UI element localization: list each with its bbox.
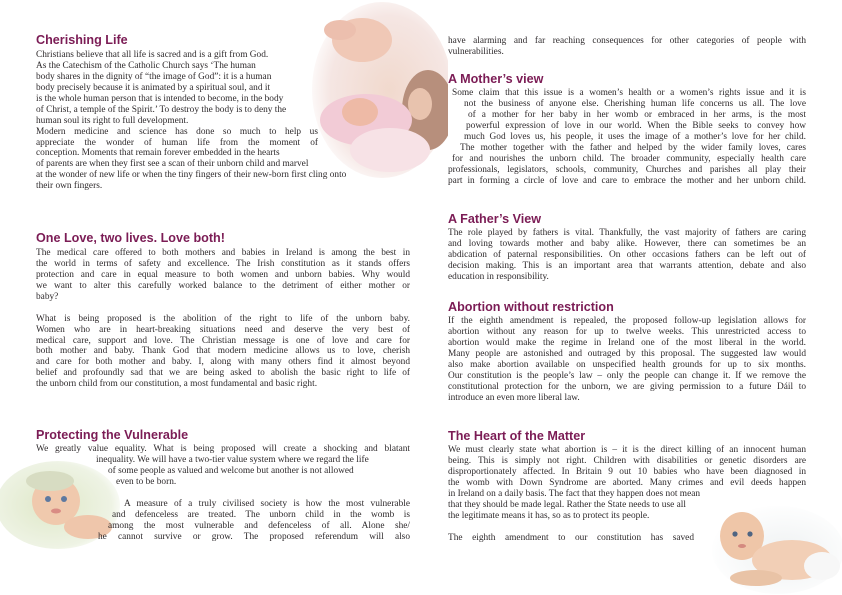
text-line: of Christ, a temple of the Spirit.’ To destroy the body is to deny the <box>36 104 287 115</box>
text-line: The medical care offered to both mothers and babies in Ireland is among the best in <box>36 248 410 258</box>
heading-protecting-the-vulnerable: Protecting the Vulnerable <box>36 428 189 442</box>
heading-a-fathers-view: A Father’s View <box>448 212 542 226</box>
cherishing-life-body <box>36 50 410 192</box>
heading-the-heart-of-the-matter: The Heart of the Matter <box>448 429 586 443</box>
text-line: powerful expression of love in our world. When the Bible seeks to convey how <box>466 120 806 131</box>
text-line: for and nourishes the unborn child. The broader community, especially health care <box>452 153 806 164</box>
text-line: and loving towards mother and baby alike. However, there can sometimes be an <box>448 238 806 249</box>
text-line: inequality. We will have a two-tier value system where we regard the life <box>96 454 369 465</box>
text-line: and care for both mother and baby. I, along with many others find it almost beyond <box>36 357 410 368</box>
text-line: abdication of paternal responsibilities. On other occasions fathers can be left out of <box>448 249 806 260</box>
text-line: appreciate the wonder of human life from the moment of <box>36 137 318 148</box>
text-line: We must clearly state what abortion is – it is the direct killing of an innocent human <box>448 445 806 455</box>
text-line: belief and profoundly sad that we are being asked to abolish the basic right to life of <box>36 368 410 379</box>
text-line: Christians believe that all life is sacred and is a gift from God. <box>36 50 269 60</box>
text-line: that they should be made legal. Rather the State needs to use all <box>448 499 686 510</box>
text-line: Many people are astonished and outraged by this proposal. The suggested law would <box>448 348 806 359</box>
text-line: Modern medicine and science has done so much to help us <box>36 126 318 137</box>
text-line: of some people as valued and welcome but another is not allowed <box>108 465 354 476</box>
text-line: What is being proposed is the abolition of the right to life of the unborn baby. <box>36 313 410 324</box>
abortion-without-restriction-body <box>448 316 806 404</box>
text-line: protection and care in equal measure to both women and unborn babies. Why would <box>36 269 410 280</box>
text-line: much God loves us, his people, it uses the image of a mother’s love for her child. <box>464 131 806 142</box>
text-line: The role played by fathers is vital. Thankfully, the vast majority of fathers are caring <box>448 228 806 238</box>
heading-cherishing-life: Cherishing Life <box>36 33 128 47</box>
text-line: A measure of a truly civilised society is how the most vulnerable <box>124 498 410 509</box>
text-line: vulnerabilities. <box>448 46 504 57</box>
text-line: decision making. This is an important area that warrants attention, debate and also <box>448 260 806 271</box>
text-line: at the wonder of new life or when the tiny fingers of their new-born first cling onto <box>36 170 347 181</box>
text-line: also make abortion available on unspecified health grounds for up to six months. <box>448 359 806 370</box>
text-line: and defenceless are treated. The unborn child in the womb is <box>112 509 410 520</box>
text-line: part in forming a circle of love and care to embrace the mother and her unborn child. <box>448 175 806 186</box>
text-line: of parents are when they first see a scan of their unborn child and marvel <box>36 159 309 170</box>
text-line: abortion would make the regime in Ireland one of the most liberal in the world. <box>448 337 806 348</box>
text-line: human soul its right to full development. <box>36 115 189 126</box>
text-line: As the Catechism of the Catholic Church says ‘The human <box>36 60 256 71</box>
protecting-body <box>36 444 410 542</box>
text-line: both mother and baby. Thank God that modern medicine allows us to love, cherish <box>36 346 410 357</box>
text-line: professionals, legislators, schools, community, Churches and parishes all play their <box>448 164 806 175</box>
text-line: Women who are in heart-breaking situations need and deserve the very best of <box>36 324 410 335</box>
text-line: constitutional protection for the unborn, we are giving permission to a future Dáil to <box>448 381 806 392</box>
text-line: their own fingers. <box>36 181 103 192</box>
text-line: have alarming and far reaching consequences for other categories of people with <box>448 36 806 46</box>
text-line: medical care, support and love. The Christian message is one of love and care for <box>36 335 410 346</box>
text-line: is the whole human person that is intended to become, in the body <box>36 93 284 104</box>
right-column <box>448 0 806 595</box>
text-line: even to be born. <box>116 476 177 487</box>
one-love-body <box>36 248 410 390</box>
text-line: being. This is simply not right. Children with disabilities or genetic disorders are <box>448 455 806 466</box>
text-line: If the eighth amendment is repealed, the proposed follow-up legislation allows for <box>448 316 806 326</box>
continued-intro <box>448 36 806 58</box>
text-line <box>36 303 410 314</box>
text-line: the unborn child from our constitution, a most fundamental and basic right. <box>36 379 318 390</box>
heading-one-love-two-lives: One Love, two lives. Love both! <box>36 231 225 245</box>
text-line: Some claim that this issue is a women’s health or a women’s rights issue and it is <box>452 88 806 98</box>
fathers-view-body <box>448 228 806 283</box>
text-line: introduce an even more liberal law. <box>448 392 580 403</box>
text-line: body shares in the dignity of “the image of God”: it is a human <box>36 71 272 82</box>
text-line: education in responsibility. <box>448 271 549 282</box>
text-line: among the most vulnerable and defenceless of all. Alone she/ <box>108 520 410 531</box>
text-line: the legitimate means it has, so as to protect its people. <box>448 510 650 521</box>
heart-of-the-matter-body <box>448 445 806 543</box>
text-line <box>448 522 806 533</box>
text-line: body precisely because it is animated by a spiritual soul, and it <box>36 82 271 93</box>
text-line: We greatly value equality. What is being proposed will create a shocking and blatant <box>36 444 410 454</box>
left-column <box>36 0 410 595</box>
text-line: the world in terms of safety and excellence. The Irish constitution as it stands offers <box>36 258 410 269</box>
text-line: of a mother for her baby in her womb or embraced in her arms, is the most <box>468 109 806 120</box>
text-line: not the business of anyone else. Cherishing human life concerns us all. The love <box>464 98 806 109</box>
text-line: Our constitution is the people’s law – only the people can change it. If we remove the <box>448 370 806 381</box>
text-line: The mother together with the father and helped by the wider family loves, cares <box>460 142 806 153</box>
heading-a-mothers-view: A Mother’s view <box>448 72 544 86</box>
text-line: disproportionately affected. In Britain 9 out 10 babies who have been diagnosed in <box>448 466 806 477</box>
text-line: conception. Moments that remain forever embedded in the hearts <box>36 148 280 159</box>
heading-abortion-without-restriction: Abortion without restriction <box>448 300 614 314</box>
text-line: The eighth amendment to our constitution has saved <box>448 532 694 543</box>
text-line: in Ireland on a daily basis. The fact that they happen does not mean <box>448 488 701 499</box>
mothers-view-body <box>448 88 806 186</box>
text-line: the womb with Down Syndrome are aborted. Many crimes and evil deeds happen <box>448 477 806 488</box>
text-line: abortion without any reason for up to twelve weeks. This unrestricted access to <box>448 326 806 337</box>
text-line <box>36 488 410 499</box>
text-line: he cannot survive or grow. The proposed referendum will also <box>98 531 410 542</box>
text-line: baby? <box>36 291 59 302</box>
text-line: we want to alter this carefully worked balance to the detriment of either mother or <box>36 280 410 291</box>
